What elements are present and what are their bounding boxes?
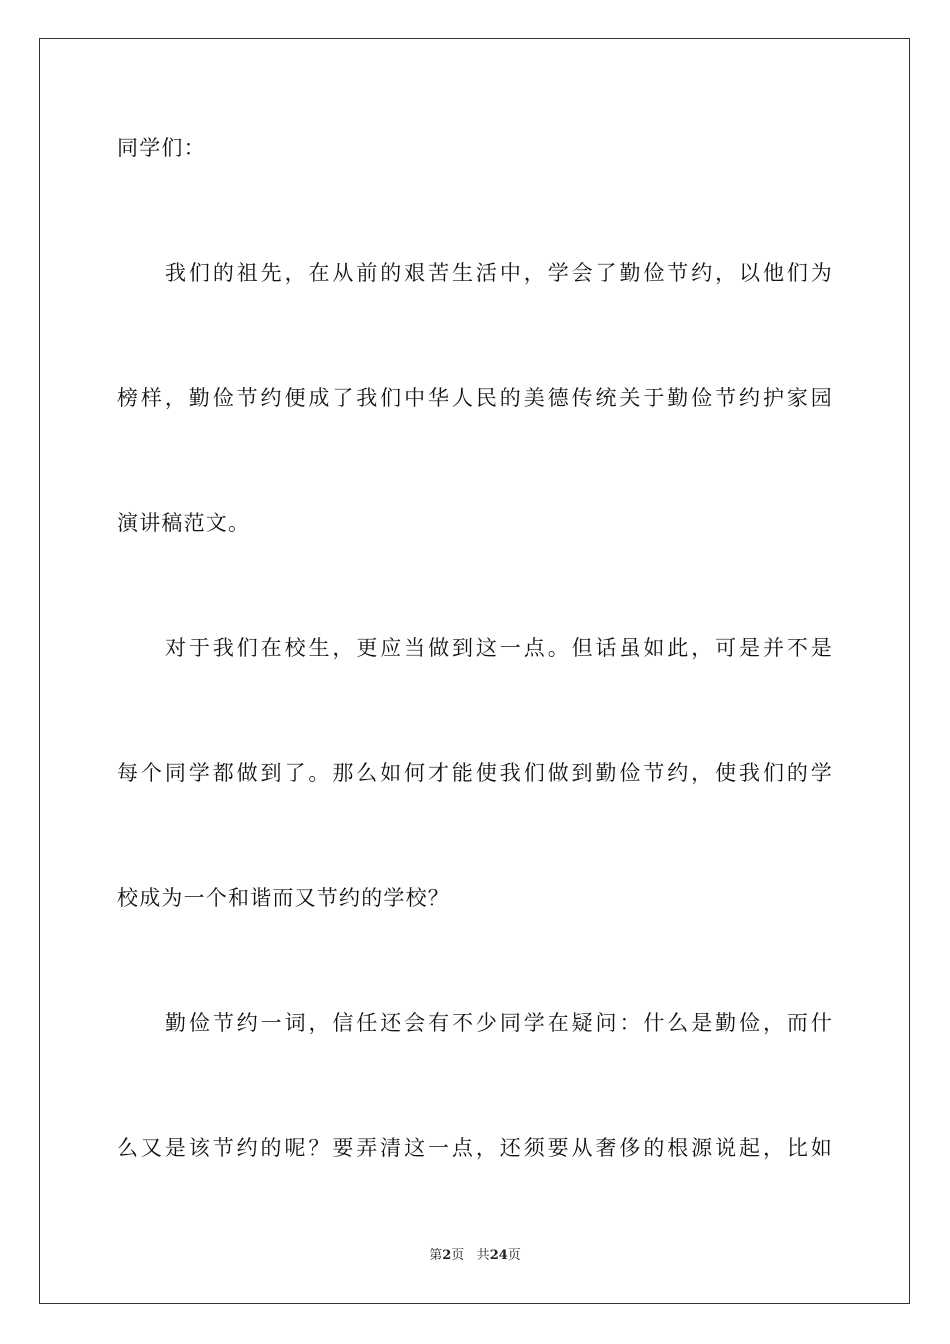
- footer-page-suffix: 页: [451, 1248, 465, 1263]
- paragraph-2-line-2: 每个同学都做到了。那么如何才能使我们做到勤俭节约，使我们的学: [117, 761, 833, 785]
- footer-total-suffix: 页: [507, 1248, 521, 1263]
- paragraph-3-line-1: 勤俭节约一词，信任还会有不少同学在疑问：什么是勤俭，而什: [165, 1011, 833, 1035]
- footer-total-prefix: 共: [476, 1248, 490, 1263]
- footer-total-pages: 24: [489, 1248, 508, 1263]
- page-frame: [39, 38, 910, 1304]
- paragraph-1-line-1: 我们的祖先，在从前的艰苦生活中，学会了勤俭节约，以他们为: [165, 261, 833, 285]
- footer-page-prefix: 第: [429, 1248, 443, 1263]
- paragraph-1-line-2: 榜样，勤俭节约便成了我们中华人民的美德传统关于勤俭节约护家园: [117, 386, 833, 410]
- page-footer: [0, 1247, 950, 1265]
- footer-page-number: 2: [442, 1248, 452, 1263]
- paragraph-1-line-3: 演讲稿范文。: [117, 511, 251, 535]
- paragraph-2-line-3: 校成为一个和谐而又节约的学校？: [117, 886, 450, 910]
- salutation: 同学们：: [117, 136, 206, 160]
- paragraph-3-line-2: 么又是该节约的呢？要弄清这一点，还须要从奢侈的根源说起，比如: [117, 1136, 833, 1160]
- paragraph-2-line-1: 对于我们在校生，更应当做到这一点。但话虽如此，可是并不是: [165, 636, 833, 660]
